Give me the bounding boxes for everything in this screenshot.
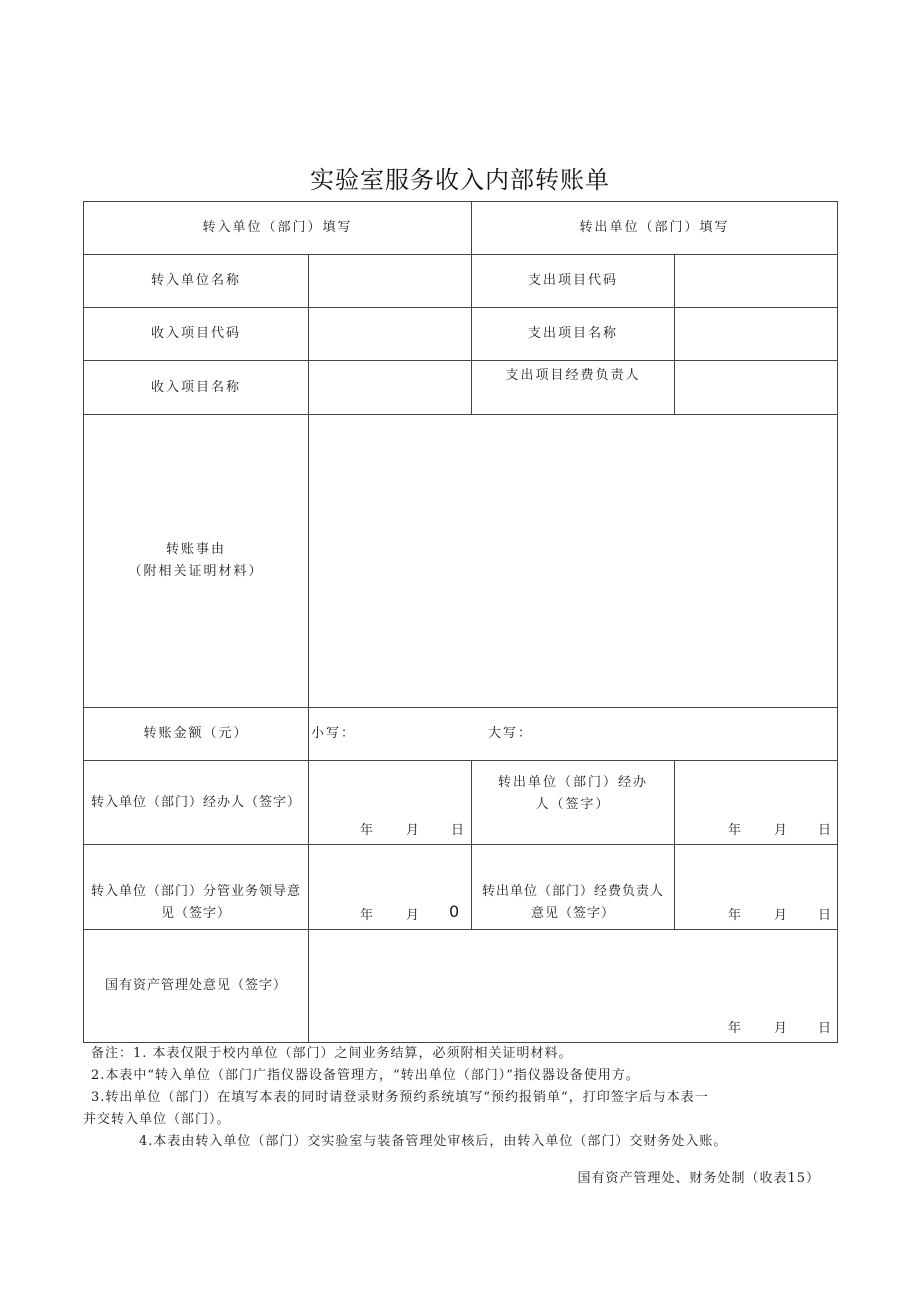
in-unit-name-label: 转入单位名称	[83, 254, 309, 308]
out-manager-sign-field[interactable]	[674, 844, 838, 930]
in-item-name-label: 收入项目名称	[83, 360, 309, 415]
in-leader-label-line2: 见（签字）	[160, 906, 231, 921]
asset-office-label: 国有资产管理处意见（签字）	[83, 929, 309, 1043]
date-day-alt: 0	[449, 902, 462, 921]
notes	[83, 1043, 843, 1153]
out-item-code-label: 支出项目代码	[471, 254, 675, 308]
date-year: 年	[728, 1021, 744, 1036]
out-item-manager-field[interactable]	[674, 360, 838, 415]
out-manager-label	[471, 844, 675, 930]
out-manager-label-line1: 转出单位（部门）经费负责人	[481, 884, 664, 899]
out-item-name-field[interactable]	[674, 307, 838, 361]
form-title: 实验室服务收入内部转账单	[310, 166, 610, 194]
out-item-name-label: 支出项目名称	[471, 307, 675, 361]
amount-upper-label: 大写：	[488, 726, 534, 741]
date-day: 日	[451, 823, 467, 838]
amount-field[interactable]	[308, 707, 838, 761]
date-year: 年	[728, 823, 744, 838]
out-handler-label	[471, 760, 675, 845]
in-leader-label-line1: 转入单位（部门）分管业务领导意	[90, 884, 301, 899]
date-day: 日	[818, 908, 834, 923]
in-unit-name-field[interactable]	[308, 254, 472, 308]
reason-label-cell	[83, 414, 309, 708]
out-item-manager-label: 支出项目经费负责人	[471, 360, 675, 415]
in-item-code-label: 收入项目代码	[83, 307, 309, 361]
date-year: 年	[360, 908, 376, 923]
amount-label: 转账金额（元）	[83, 707, 309, 761]
date-day: 日	[818, 823, 834, 838]
transfer-form-table	[83, 201, 838, 1043]
reason-field[interactable]	[308, 414, 838, 708]
reason-label: 转账事由	[165, 542, 226, 557]
note-3b: 并交转入单位（部门）。	[83, 1112, 231, 1127]
date-month: 月	[406, 823, 422, 838]
out-item-code-field[interactable]	[674, 254, 838, 308]
in-leader-sign-field[interactable]	[308, 844, 472, 930]
note-2: 2.本表中“转入单位（部门广指仪器设备管理方，“转出单位（部门）”指仪器设备使用方。	[91, 1068, 640, 1083]
note-3a: 3.转出单位（部门）在填写本表的同时请登录财务预约系统填写“预约报销单“，打印签字后与本表一	[91, 1090, 709, 1105]
date-year: 年	[728, 908, 744, 923]
out-handler-label-line2: 人（签字）	[535, 796, 611, 812]
in-leader-label	[83, 844, 309, 930]
reason-sublabel: （附相关证明材料）	[128, 564, 264, 579]
out-handler-label-line1: 转出单位（部门）经办	[497, 774, 648, 790]
out-handler-sign-field[interactable]	[674, 760, 838, 845]
out-manager-label-line2: 意见（签字）	[530, 906, 615, 921]
date-day: 日	[818, 1021, 834, 1036]
date-year: 年	[360, 823, 376, 838]
date-month: 月	[774, 908, 790, 923]
date-month: 月	[406, 908, 422, 923]
asset-office-sign-field[interactable]	[308, 929, 838, 1043]
in-handler-label: 转入单位（部门）经办人（签字）	[83, 760, 309, 845]
in-section-header: 转入单位（部门）填写	[83, 201, 472, 255]
in-item-code-field[interactable]	[308, 307, 472, 361]
date-month: 月	[774, 823, 790, 838]
date-month: 月	[774, 1021, 790, 1036]
in-handler-sign-field[interactable]	[308, 760, 472, 845]
amount-lower-label: 小写：	[311, 726, 357, 741]
in-item-name-field[interactable]	[308, 360, 472, 415]
note-4: 4.本表由转入单位（部门）交实验室与装备管理处审核后，由转入单位（部门）交财务处入账。	[139, 1134, 728, 1149]
form-footer: 国有资产管理处、财务处制（收表15）	[577, 1171, 820, 1186]
note-1: 备注：1. 本表仅限于校内单位（部门）之间业务结算，必须附相关证明材料。	[91, 1046, 573, 1061]
out-section-header: 转出单位（部门）填写	[471, 201, 838, 255]
